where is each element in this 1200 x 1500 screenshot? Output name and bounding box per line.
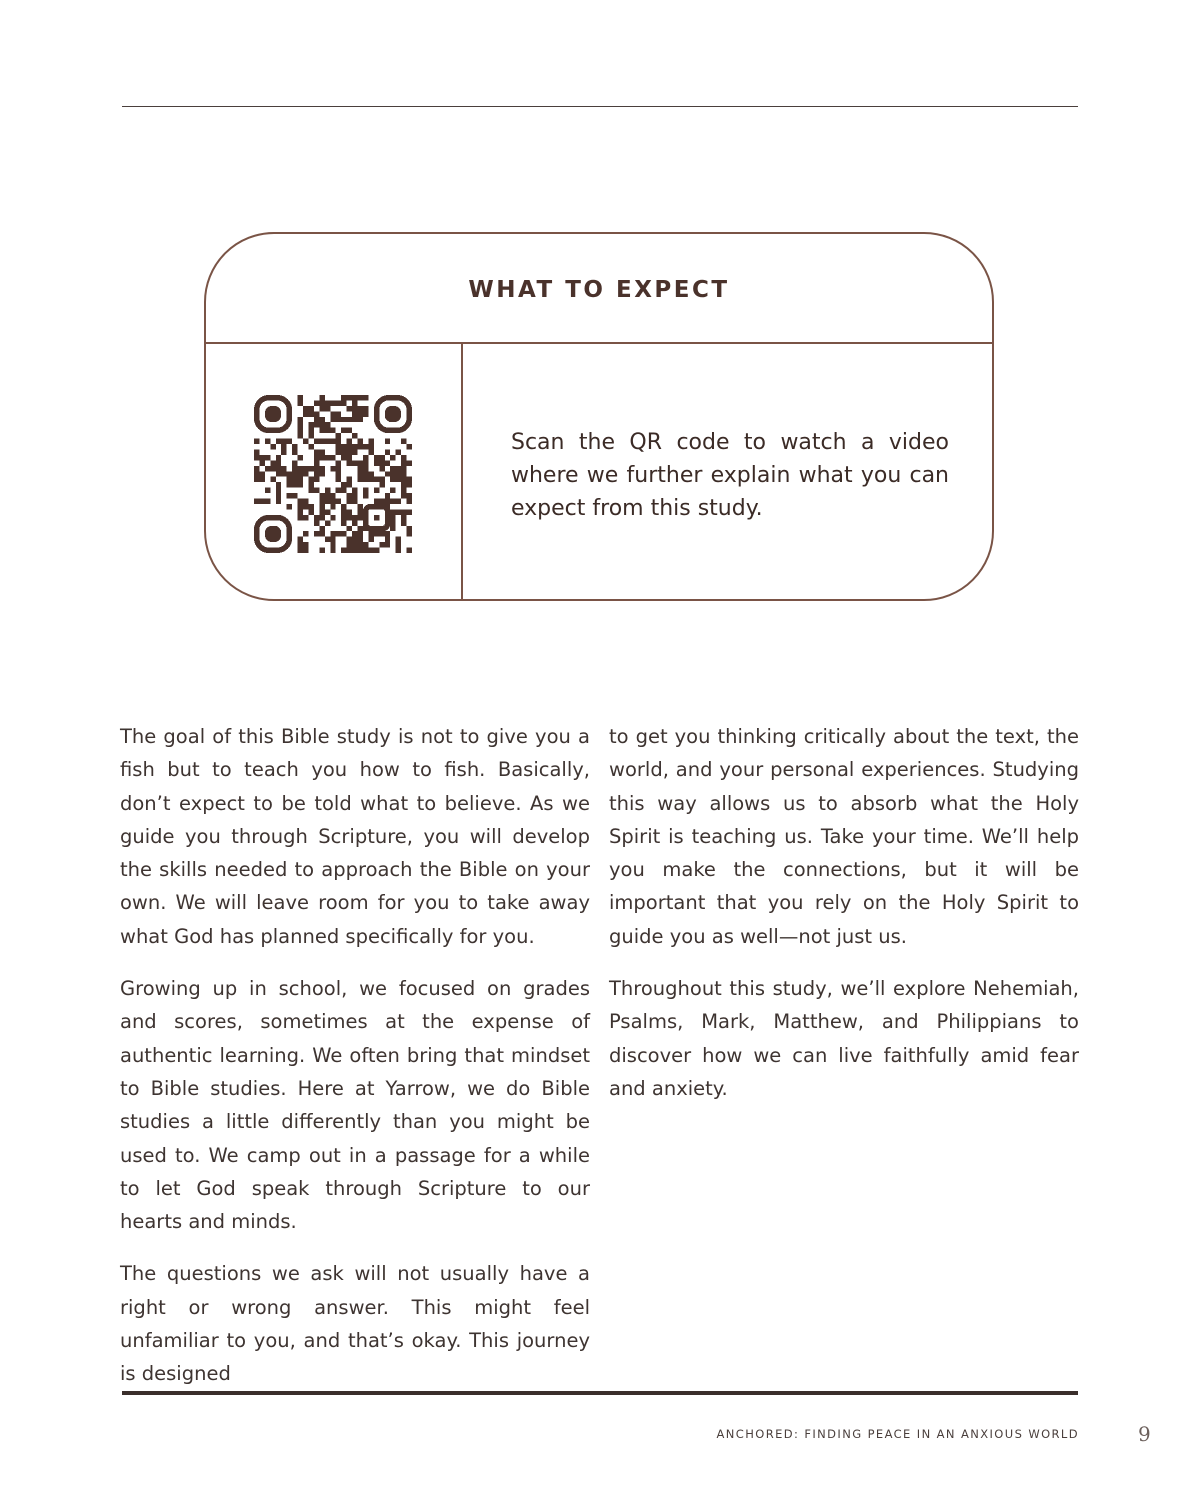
body-paragraph: The goal of this Bible study is not to give you a fish but to teach you how to fish. Basically, don’t expect to be told what to believe. As we guide you through Scripture, you will develop the skills needed to approach the Bible on your own. We will leave room for you to take away what God has planned specifically for you. [120, 725, 590, 948]
body-column-left [120, 720, 590, 1410]
callout-description: Scan the QR code to watch a video where we further explain what you can expect from this study. [511, 430, 949, 521]
qr-code-icon[interactable] [254, 395, 412, 553]
page-number: 9 [1138, 1422, 1151, 1446]
callout-text-cell [463, 344, 992, 601]
body-paragraph: to get you thinking critically about the text, the world, and your personal experiences. Studying this way allows us to absorb what the Holy Spirit is teaching us. Take your time. We’ll help you make the connections, but it will be important that you rely on the Holy Spirit to guide you as well—not just us. [609, 725, 1079, 948]
body-paragraph: Throughout this study, we’ll explore Nehemiah, Psalms, Mark, Matthew, and Philippians to discover how we can live faithfully amid fear and anxiety. [609, 977, 1079, 1100]
what-to-expect-callout [204, 232, 994, 601]
body-paragraph: Growing up in school, we focused on grades and scores, sometimes at the expense of authentic learning. We often bring that mindset to Bible studies. Here at Yarrow, we do Bible studies a little differently than you might be used to. We camp out in a passage for a while to let God speak through Scripture to our hearts and minds. [120, 977, 590, 1234]
qr-cell [206, 344, 463, 601]
running-footer-title: ANCHORED: FINDING PEACE IN AN ANXIOUS WORLD [716, 1427, 1079, 1441]
body-paragraph: The questions we ask will not usually have a right or wrong answer. This might feel unfamiliar to you, and that’s okay. This journey is designed [120, 1262, 590, 1386]
callout-title: WHAT TO EXPECT [468, 277, 730, 303]
body-column-right [609, 720, 1079, 1124]
callout-header [206, 234, 992, 344]
top-divider [122, 106, 1078, 107]
footer-divider [122, 1391, 1078, 1395]
